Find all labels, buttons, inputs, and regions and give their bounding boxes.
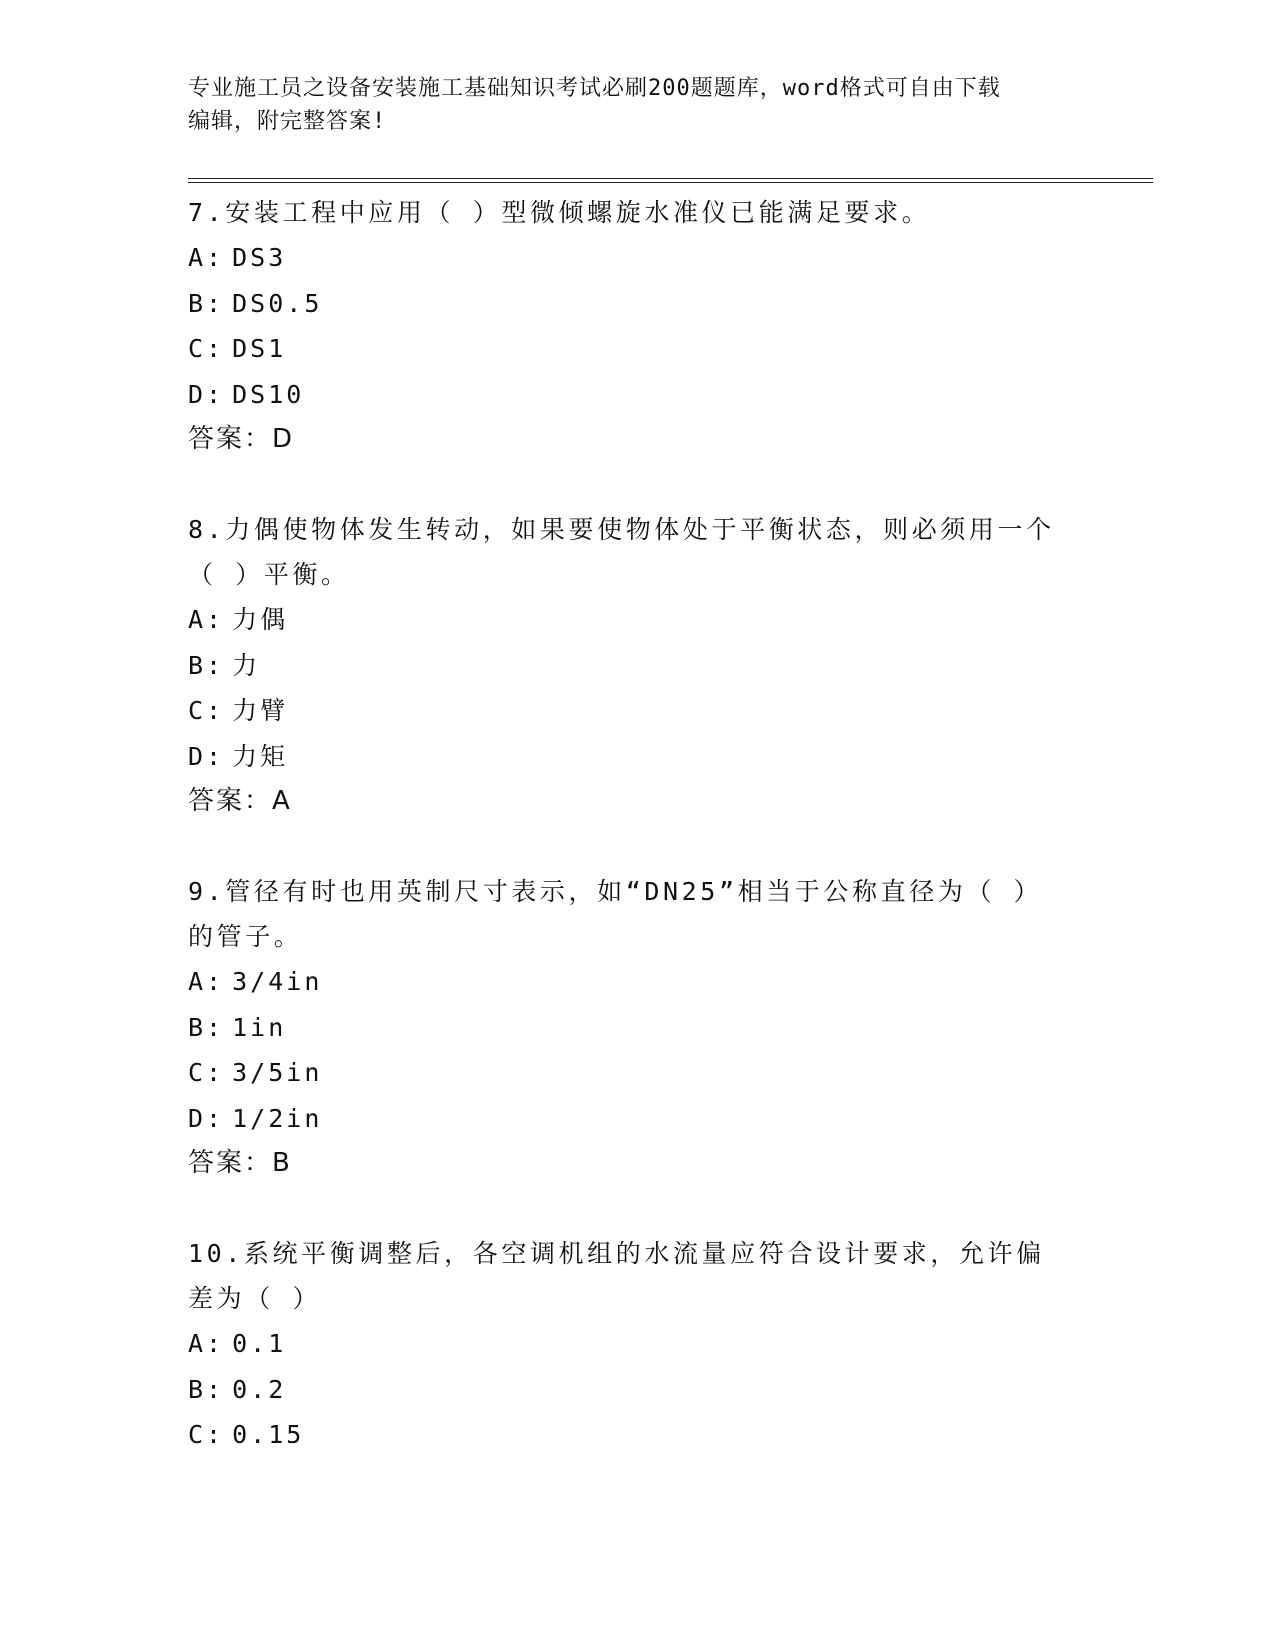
option-b	[188, 281, 1148, 327]
option-a	[188, 235, 1148, 281]
option-text: 0.2	[232, 1374, 287, 1404]
question-8	[188, 507, 1148, 824]
document-header	[188, 72, 1068, 138]
option-text: DS1	[232, 334, 287, 363]
option-text: 0.1	[232, 1329, 287, 1358]
option-b	[188, 1367, 1148, 1413]
option-d	[188, 372, 1148, 418]
header-line-1: 专业施工员之设备安装施工基础知识考试必刷200题题库，word格式可自由下载	[188, 76, 1001, 101]
option-text: 0.15	[232, 1420, 305, 1449]
question-stem: 10.系统平衡调整后，各空调机组的水流量应符合设计要求，允许偏差为（ ）	[188, 1239, 1045, 1313]
option-text: 1/2in	[232, 1103, 323, 1133]
option-text: 力臂	[232, 696, 289, 725]
option-text: 3/5in	[232, 1058, 323, 1087]
option-text: 1in	[232, 1012, 287, 1042]
option-key: B:	[188, 650, 225, 680]
question-stem: 9.管径有时也用英制尺寸表示，如“DN25”相当于公称直径为（ ）的管子。	[188, 877, 1043, 951]
option-key: D:	[188, 379, 225, 409]
option-c	[188, 1050, 1148, 1096]
option-d	[188, 734, 1148, 780]
question-9	[188, 869, 1148, 1186]
question-list	[188, 190, 1148, 1503]
option-b	[188, 643, 1148, 689]
option-text: 力偶	[232, 605, 289, 634]
option-key: A:	[188, 1329, 225, 1358]
option-text: DS0.5	[232, 288, 323, 318]
option-key: B:	[188, 1012, 225, 1042]
option-key: D:	[188, 741, 225, 771]
answer-line: 答案：A	[188, 786, 292, 816]
option-c	[188, 688, 1148, 734]
option-key: C:	[188, 696, 225, 725]
option-text: DS3	[232, 243, 287, 272]
question-7	[188, 190, 1148, 462]
option-a	[188, 597, 1148, 643]
option-key: A:	[188, 967, 225, 996]
answer-line: 答案：D	[188, 424, 295, 454]
question-stem: 7.安装工程中应用（ ）型微倾螺旋水准仪已能满足要求。	[188, 198, 931, 227]
option-key: A:	[188, 605, 225, 634]
option-text: 力矩	[232, 741, 289, 771]
header-divider	[188, 178, 1153, 183]
option-text: 3/4in	[232, 967, 323, 996]
option-key: B:	[188, 1374, 225, 1404]
option-d	[188, 1096, 1148, 1142]
option-a	[188, 1321, 1148, 1367]
option-key: C:	[188, 334, 225, 363]
header-line-2: 编辑，附完整答案!	[188, 109, 387, 134]
option-a	[188, 959, 1148, 1005]
option-c	[188, 1412, 1148, 1458]
option-text: 力	[232, 650, 261, 680]
question-10	[188, 1231, 1148, 1458]
option-key: A:	[188, 243, 225, 272]
option-c	[188, 326, 1148, 372]
question-stem: 8.力偶使物体发生转动，如果要使物体处于平衡状态，则必须用一个（ ）平衡。	[188, 515, 1055, 589]
option-key: D:	[188, 1103, 225, 1133]
option-text: DS10	[232, 379, 305, 409]
option-key: C:	[188, 1420, 225, 1449]
option-key: B:	[188, 288, 225, 318]
option-b	[188, 1005, 1148, 1051]
answer-line: 答案：B	[188, 1148, 292, 1178]
option-key: C:	[188, 1058, 225, 1087]
